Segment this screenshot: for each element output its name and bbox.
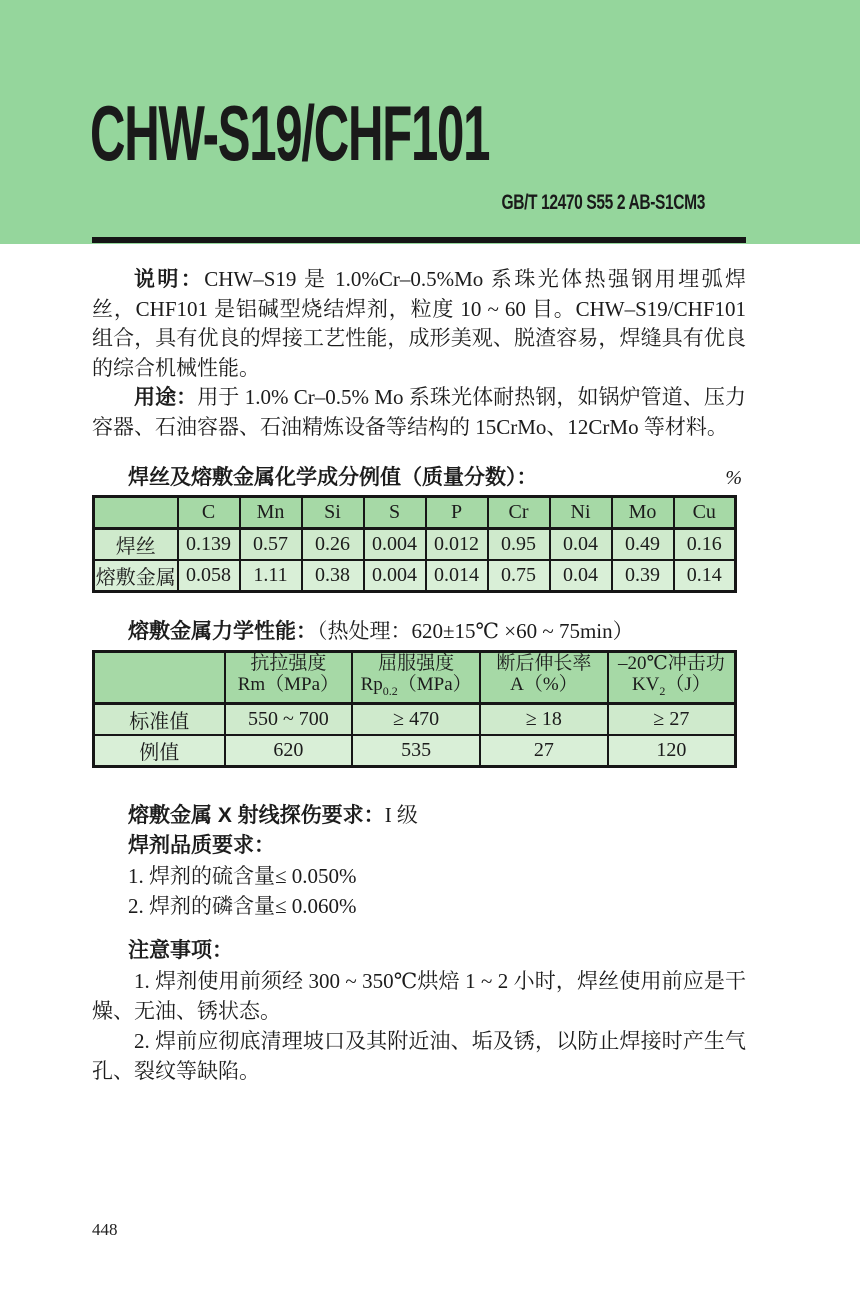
chem-table-header — [94, 497, 736, 529]
header-banner — [0, 0, 860, 244]
row-label: 熔敷金属 — [94, 560, 178, 592]
flux-requirement-item: 1. 焊剂的硫含量≤ 0.050% — [128, 863, 357, 888]
chemical-composition-table — [92, 495, 737, 593]
notes-heading: 注意事项： — [128, 938, 233, 962]
table-row — [94, 529, 736, 561]
cell: 27 — [480, 735, 608, 767]
cell: 0.16 — [674, 529, 736, 561]
table-row — [94, 652, 736, 704]
cell: 0.38 — [302, 560, 364, 592]
note-item: 1. 焊剂使用前须经 300 ~ 350℃烘焙 1 ~ 2 小时，焊丝使用前应是干燥、无油、锈状态。 — [92, 968, 746, 1023]
cell: 0.14 — [674, 560, 736, 592]
mech-title-bold: 熔敷金属力学性能： — [128, 620, 317, 643]
cell: 120 — [608, 735, 736, 767]
mech-col-blank — [94, 652, 225, 704]
cell: 0.75 — [488, 560, 550, 592]
description-paragraph — [92, 265, 746, 383]
cell: 0.39 — [612, 560, 674, 592]
page-title: CHW-S19/CHF101 — [90, 89, 490, 177]
cell: ≥ 470 — [352, 703, 480, 735]
chem-col-blank — [94, 497, 178, 529]
cell: 0.49 — [612, 529, 674, 561]
cell: ≥ 18 — [480, 703, 608, 735]
usage-paragraph — [92, 383, 746, 442]
chem-col-c: C — [178, 497, 240, 529]
chem-table-heading — [92, 466, 746, 490]
requirements-section — [92, 800, 746, 921]
cell: 535 — [352, 735, 480, 767]
chem-col-p: P — [426, 497, 488, 529]
chem-col-mn: Mn — [240, 497, 302, 529]
mech-table-header — [94, 652, 736, 704]
standard-designation: GB/T 12470 S55 2 AB-S1CM3 — [501, 191, 705, 214]
mech-table-heading — [92, 619, 746, 644]
cell: 0.04 — [550, 560, 612, 592]
cell: 1.11 — [240, 560, 302, 592]
cell: ≥ 27 — [608, 703, 736, 735]
row-label: 焊丝 — [94, 529, 178, 561]
chem-col-si: Si — [302, 497, 364, 529]
cell: 550 ~ 700 — [225, 703, 353, 735]
table-row — [94, 735, 736, 767]
mech-col-elongation: 断后伸长率 A（%） — [480, 652, 608, 704]
notes-section — [92, 936, 746, 1086]
chem-col-cr: Cr — [488, 497, 550, 529]
description-lead: 说明： — [134, 268, 205, 291]
flux-requirement-item: 2. 焊剂的磷含量≤ 0.060% — [128, 893, 357, 918]
mech-col-impact: –20℃冲击功 $KV_2(J)$ — [608, 652, 736, 704]
mech-col-tensile: 抗拉强度 Rm（MPa） — [225, 652, 353, 704]
cell: 0.95 — [488, 529, 550, 561]
cell: 0.139 — [178, 529, 240, 561]
mech-title-condition: （热处理：620±15℃ ×60 ~ 75min） — [317, 619, 634, 643]
chem-col-cu: Cu — [674, 497, 736, 529]
usage-text: 用于 1.0% Cr–0.5% Mo 系珠光体耐热钢，如锅炉管道、压力容器、石油容器、石油精炼设备等结构的 15CrMo、12CrMo 等材料。 — [92, 385, 746, 439]
intro-section — [92, 244, 746, 442]
cell: 0.004 — [364, 529, 426, 561]
table-row — [94, 560, 736, 592]
chem-table-title: 焊丝及熔敷金属化学成分例值（质量分数）： — [128, 466, 538, 489]
usage-lead: 用途： — [134, 386, 198, 409]
flux-quality-heading: 焊剂品质要求： — [128, 833, 275, 857]
mech-col-yield: 屈服强度 $Rp_{0.2}(MPa)$ — [352, 652, 480, 704]
mech-table-title — [92, 619, 634, 644]
cell: 0.57 — [240, 529, 302, 561]
xray-requirement-label: 熔敷金属 X 射线探伤要求： — [128, 803, 385, 827]
table-row — [94, 703, 736, 735]
page-content — [92, 244, 746, 1086]
cell: 0.012 — [426, 529, 488, 561]
cell: 0.014 — [426, 560, 488, 592]
cell: 0.04 — [550, 529, 612, 561]
cell: 0.058 — [178, 560, 240, 592]
mechanical-properties-table — [92, 650, 737, 768]
chem-col-ni: Ni — [550, 497, 612, 529]
row-label: 例值 — [94, 735, 225, 767]
xray-requirement — [92, 800, 746, 831]
xray-requirement-value: I 级 — [384, 802, 418, 827]
cell: 0.004 — [364, 560, 426, 592]
row-label: 标准值 — [94, 703, 225, 735]
note-item: 2. 焊前应彻底清理坡口及其附近油、垢及锈，以防止焊接时产生气孔、裂纹等缺陷。 — [92, 1028, 746, 1083]
cell: 620 — [225, 735, 353, 767]
chem-col-mo: Mo — [612, 497, 674, 529]
header-divider — [92, 237, 746, 243]
chem-table-unit: % — [725, 467, 742, 489]
description-text: CHW–S19 是 1.0%Cr–0.5%Mo 系珠光体热强钢用埋弧焊丝，CHF101 是铝碱型烧结焊剂，粒度 10 ~ 60 目。CHW–S19/CHF101 组合，具有优良的焊接工艺性能，成形美观、脱渣容易，焊缝具有优良的综合机械性能。 — [92, 267, 746, 380]
page-number: 448 — [92, 1220, 118, 1239]
chem-col-s: S — [364, 497, 426, 529]
table-row — [94, 497, 736, 529]
cell: 0.26 — [302, 529, 364, 561]
